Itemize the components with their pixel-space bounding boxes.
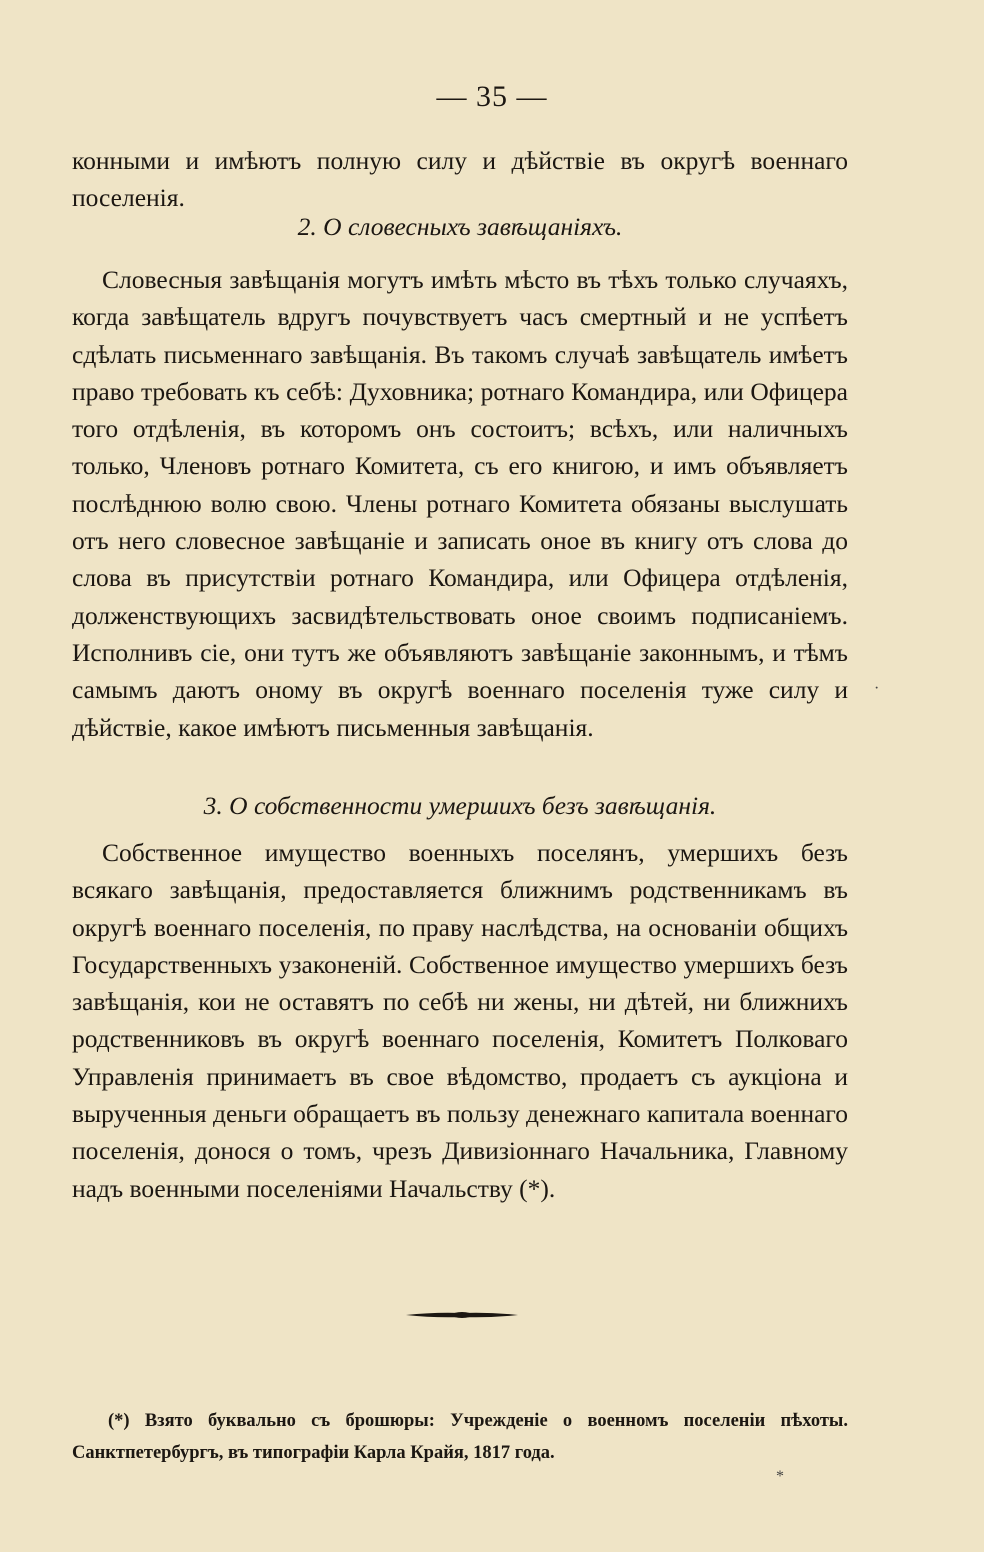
print-speck: * — [776, 1468, 784, 1485]
section-2-block — [72, 261, 848, 746]
footnote — [72, 1405, 848, 1469]
section-3-heading: 3. О собственности умершихъ безъ завѣщанія. — [203, 791, 717, 820]
section-3-paragraph: Собственное имущество военныхъ поселянъ, умершихъ безъ всякаго завѣщанія, предоставляется ближнимъ родственникамъ въ округѣ военнаго поселенія, по праву наслѣдства, на основаніи общихъ Государственныхъ узаконеній. Собственное имущество умершихъ безъ завѣщанія, кои не оставятъ по себѣ ни жены, ни дѣтей, ни ближнихъ родственниковъ въ округѣ военнаго поселенія, Комитетъ Полковаго Управленія принимаетъ въ свое вѣдомство, продаетъ съ аукціона и вырученныя деньги обращаетъ въ пользу денежнаго капитала военнаго поселенія, донося о томъ, чрезъ Дивизіоннаго Начальника, Главному надъ военными поселеніями Начальству (*). — [72, 838, 848, 1203]
section-2-paragraph: Словесныя завѣщанія могутъ имѣть мѣсто въ тѣхъ только случаяхъ, когда завѣщатель вдругъ почувствуетъ часъ смертный и не успѣетъ сдѣлать письменнаго завѣщанія. Въ такомъ случаѣ завѣщатель имѣетъ право требовать къ себѣ: Духовника; ротнаго Командира, или Офицера того отдѣленія, въ которомъ онъ состоитъ; всѣхъ, или наличныхъ только, Членовъ ротнаго Комитета, съ его книгою, и имъ объявляетъ послѣднюю волю свою. Члены ротнаго Комитета обязаны выслушать отъ него словесное завѣщаніе и записать оное въ книгу отъ слова до слова въ присутствіи ротнаго Командира, или Офицера отдѣленія, долженствующихъ засвидѣтельствовать оное своимъ подписаніемъ. Исполнивъ сіе, они тутъ же объявляютъ завѣщаніе законнымъ, и тѣмъ самымъ даютъ оному въ округѣ военнаго поселенія туже силу и дѣйствіе, какое имѣютъ письменныя завѣщанія. — [72, 265, 848, 742]
section-2-heading-wrap — [72, 212, 848, 242]
page-number: — 35 — — [436, 80, 548, 113]
section-3-block — [72, 834, 848, 1207]
footnote-text: (*) Взято буквально съ брошюры: Учрежденіе о военномъ поселеніи пѣхоты. Санктпетербургъ, въ типографіи Карла Крайя, 1817 года. — [72, 1411, 848, 1463]
print-speck: · — [874, 680, 880, 697]
intro-block — [72, 142, 848, 217]
ornamental-divider — [406, 1310, 518, 1320]
section-3-heading-wrap — [72, 791, 848, 821]
intro-paragraph: конными и имѣютъ полную силу и дѣйствіе въ округѣ военнаго поселенія. — [72, 146, 848, 213]
section-2-heading: 2. О словесныхъ завѣщаніяхъ. — [297, 212, 623, 241]
